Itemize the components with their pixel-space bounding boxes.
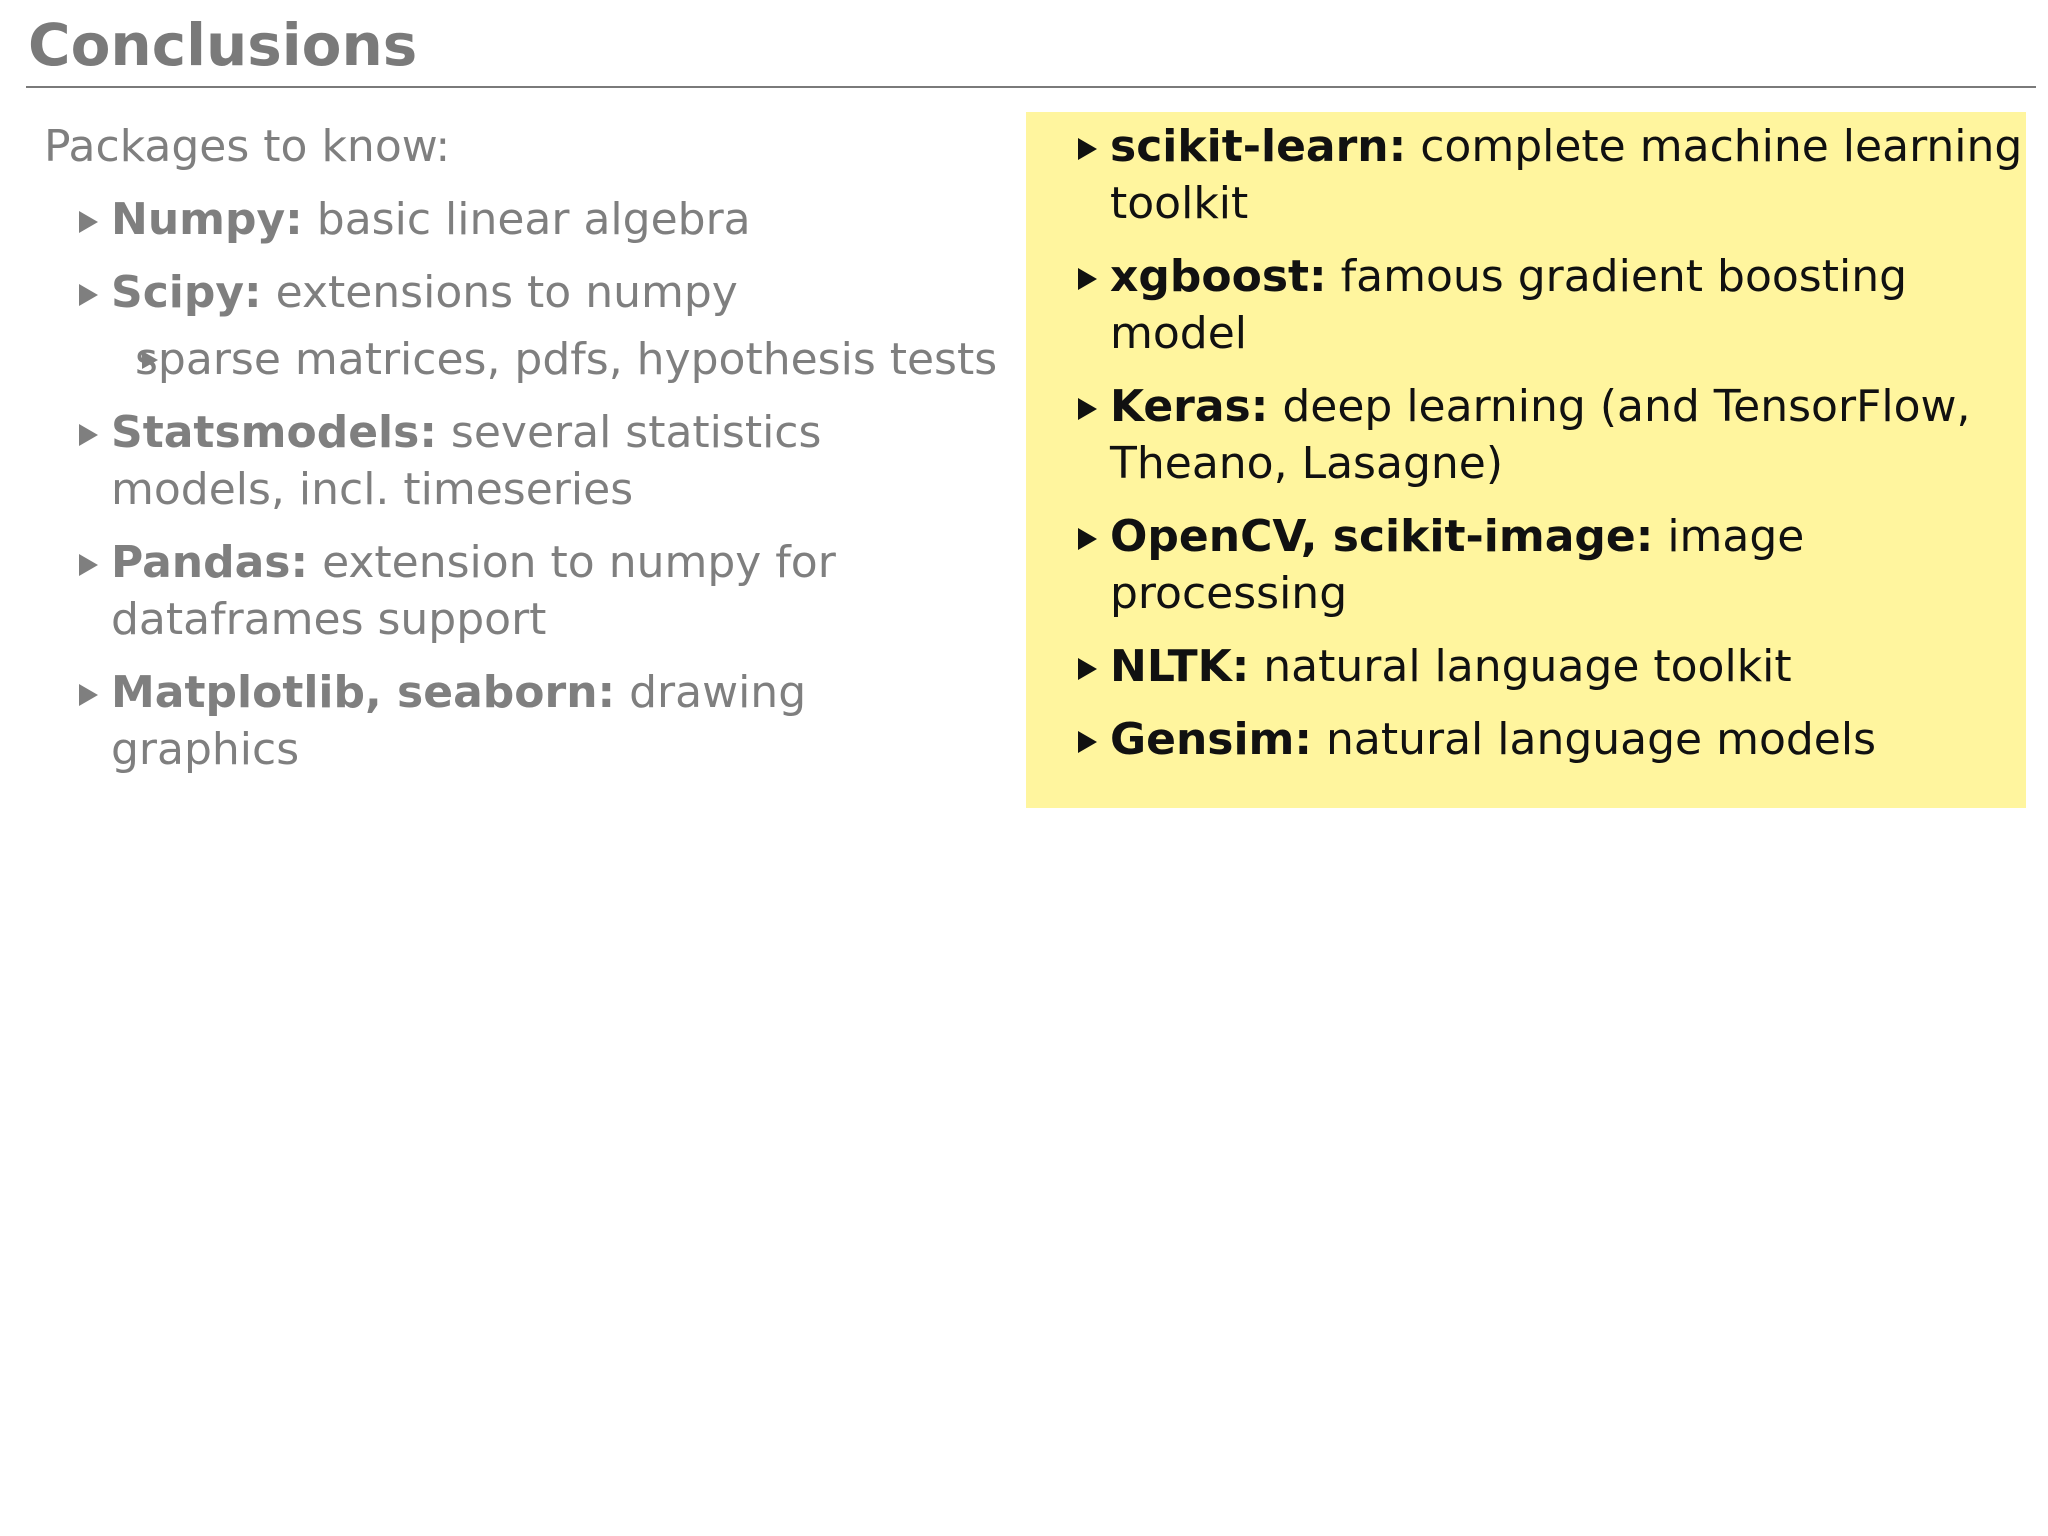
right-bullet-list (1026, 112, 2026, 784)
title-rule (26, 86, 2036, 88)
bullet-triangle-icon (1078, 731, 1097, 753)
left-item-pandas (44, 534, 1004, 648)
right-item-opencv (1026, 508, 2026, 622)
right-item-xgboost (1026, 248, 2026, 362)
bullet-triangle-icon (1078, 528, 1097, 550)
bullet-triangle-icon (1078, 658, 1097, 680)
package-name: Scipy: (111, 267, 262, 318)
scipy-sub-item (107, 331, 1004, 388)
package-desc: extensions to numpy (275, 267, 738, 318)
right-item-scikit-learn (1026, 118, 2026, 232)
left-item-matplotlib (44, 664, 1004, 778)
bullet-triangle-icon (79, 424, 98, 446)
package-desc: deep learning (and TensorFlow, Theano, Lasagne) (1110, 381, 1971, 489)
right-item-keras (1026, 378, 2026, 492)
left-column (44, 118, 1004, 794)
bullet-triangle-icon (1078, 268, 1097, 290)
package-name: Numpy: (111, 194, 303, 245)
package-name: scikit-learn: (1110, 121, 1407, 172)
left-item-statsmodels (44, 404, 1004, 518)
intro-text: Packages to know: (44, 121, 451, 172)
bullet-triangle-icon (79, 211, 98, 233)
package-name: Statsmodels: (111, 407, 437, 458)
highlight-panel (1026, 112, 2026, 808)
bullet-triangle-icon (79, 554, 98, 576)
package-desc: natural language models (1326, 714, 1877, 765)
package-name: Pandas: (111, 537, 309, 588)
package-desc: basic linear algebra (316, 194, 751, 245)
bullet-triangle-icon (1078, 398, 1097, 420)
package-desc: famous gradient boosting model (1110, 251, 1908, 359)
package-desc: drawing graphics (111, 667, 807, 775)
right-item-nltk (1026, 638, 2026, 695)
right-item-gensim (1026, 711, 2026, 768)
package-name: Gensim: (1110, 714, 1312, 765)
bullet-triangle-icon (1078, 138, 1097, 160)
package-desc: complete machine learning toolkit (1110, 121, 2023, 229)
package-name: Keras: (1110, 381, 1269, 432)
left-bullet-list (44, 191, 1004, 778)
scipy-sub-list (107, 331, 1004, 388)
package-name: OpenCV, scikit-image: (1110, 511, 1654, 562)
package-desc: natural language toolkit (1263, 641, 1792, 692)
package-name: xgboost: (1110, 251, 1327, 302)
bullet-triangle-icon (79, 284, 98, 306)
package-name: NLTK: (1110, 641, 1250, 692)
slide-title: Conclusions (28, 11, 418, 79)
bullet-triangle-icon (79, 684, 98, 706)
sub-bullet-triangle-icon (142, 351, 158, 369)
package-desc: several statistics models, incl. timeseries (111, 407, 822, 515)
package-name: Matplotlib, seaborn: (111, 667, 616, 718)
sub-item-text: sparse matrices, pdfs, hypothesis tests (135, 334, 998, 385)
package-desc: image processing (1110, 511, 1805, 619)
left-item-numpy (44, 191, 1004, 248)
left-item-scipy (44, 264, 1004, 388)
package-desc: extension to numpy for dataframes support (111, 537, 836, 645)
